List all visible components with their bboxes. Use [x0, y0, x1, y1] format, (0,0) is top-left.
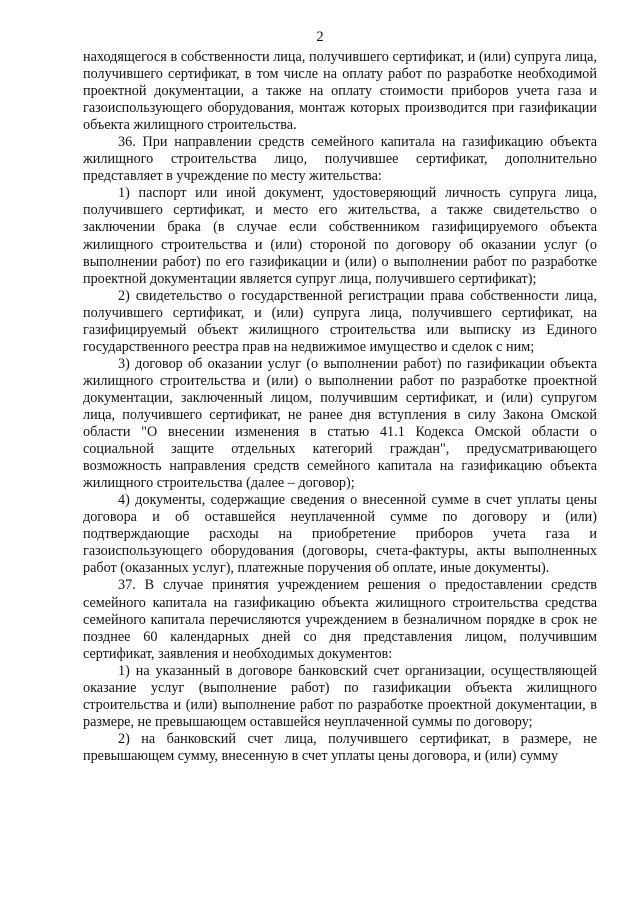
paragraph-continuation: находящегося в собственности лица, получившего сертификат, и (или) супруга лица, получившего сертификат, в том числе на оплату работ по разработке необходимой проектной документации, а также на оплату стоимости приборов учета газа и газоиспользующего оборудования, монтаж которых производится при газификации объекта жилищного строительства. [83, 49, 597, 134]
document-body [83, 49, 597, 765]
paragraph-clause-36-item-2: 2) свидетельство о государственной регистрации права собственности лица, получившего сертификат, и (или) супруга лица, получившего сертификат, на газифицируемый объект жилищного строительства или выписку из Единого государственного реестра прав на недвижимое имущество и сделок с ним; [83, 287, 597, 355]
page-number: 2 [316, 29, 324, 45]
paragraph-clause-37: 37. В случае принятия учреждением решения о предоставлении средств семейного капитала на газификацию объекта жилищного строительства средства семейного капитала перечисляются учреждением в безналичном порядке в срок не позднее 60 календарных дней со дня представления лицом, получившим сертификат, заявления и необходимых документов: [83, 577, 597, 662]
paragraph-clause-37-item-2: 2) на банковский счет лица, получившего сертификат, в размере, не превышающем сумму, внесенную в счет уплаты цены договора, и (или) сумму [83, 730, 597, 764]
paragraph-clause-36: 36. При направлении средств семейного капитала на газификацию объекта жилищного строительства лицо, получившее сертификат, дополнительно представляет в учреждение по месту жительства: [83, 134, 597, 185]
paragraph-clause-36-item-4: 4) документы, содержащие сведения о внесенной сумме в счет уплаты цены договора и об оставшейся неуплаченной сумме по договору и (или) подтверждающие расходы на приобретение приборов учета газа и газоиспользующего оборудования (договоры, счета-фактуры, акты выполненных работ (оказанных услуг), платежные поручения об оплате, иные документы). [83, 492, 597, 577]
paragraph-clause-36-item-3: 3) договор об оказании услуг (о выполнении работ) по газификации объекта жилищного строительства и (или) о выполнении работ по разработке проектной документации, заключенный лицом, получившим сертификат, и (или) супругом лица, получившего сертификат, не ранее дня вступления в силу Закона Омской области "О внесении изменения в статью 41.1 Кодекса Омской области о социальной защите отдельных категорий граждан", предусматривающего возможность направления средств семейного капитала на газификацию объекта жилищного строительства (далее – договор); [83, 355, 597, 492]
paragraph-clause-36-item-1: 1) паспорт или иной документ, удостоверяющий личность супруга лица, получившего сертификат, и место его жительства, а также свидетельство о заключении брака (в случае если собственником газифицируемого объекта жилищного строительства и (или) стороной по договору об оказании услуг (о выполнении работ) по его газификации и (или) о выполнении работ по разработке проектной документации является супруг лица, получившего сертификат); [83, 185, 597, 287]
paragraph-clause-37-item-1: 1) на указанный в договоре банковский счет организации, осуществляющей оказание услуг (выполнение работ) по газификации объекта жилищного строительства и (или) выполнение работ по разработке проектной документации, в размере, не превышающем оставшейся неуплаченной суммы по договору; [83, 662, 597, 730]
